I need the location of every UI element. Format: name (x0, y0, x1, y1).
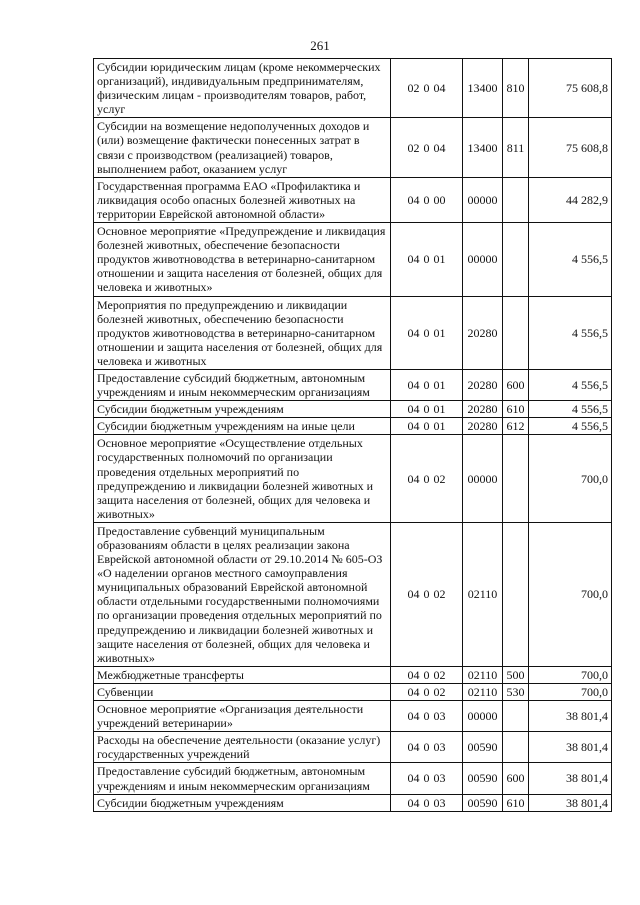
program-code-part: 02 (407, 140, 420, 155)
amount: 38 801,4 (529, 701, 612, 732)
program-code-part: 0 (423, 378, 430, 393)
row-name: Предоставление субсидий бюджетным, автономным учреждениям и иным некоммерческим организациям (94, 369, 391, 400)
program-code (391, 369, 463, 400)
program-code-part: 02 (433, 587, 446, 602)
target-code: 00000 (463, 701, 503, 732)
program-code-part: 0 (423, 709, 430, 724)
row-name: Основное мероприятие «Предупреждение и ликвидация болезней животных, обеспечение безопасности продуктов животноводства в ветеринарно-санитарном отношении и защита населения от болезней, общих для человека и животных» (94, 223, 391, 296)
program-code-part: 04 (407, 740, 420, 755)
program-code (391, 223, 463, 296)
target-code: 02110 (463, 666, 503, 683)
program-code-part: 04 (407, 325, 420, 340)
row-name: Субсидии на возмещение недополученных доходов и (или) возмещение фактически понесенных затрат в связи с производством (реализацией) товаров, выполнением работ, оказанием услуг (94, 118, 391, 177)
expense-type-code (503, 435, 529, 523)
program-code (391, 401, 463, 418)
program-code-part: 03 (433, 795, 446, 810)
expense-type-code: 811 (503, 118, 529, 177)
table-row (94, 59, 612, 118)
program-code-part: 02 (433, 684, 446, 699)
target-code: 00000 (463, 223, 503, 296)
table-row (94, 401, 612, 418)
table-row (94, 369, 612, 400)
target-code: 02110 (463, 522, 503, 666)
program-code-part: 04 (407, 378, 420, 393)
program-code-part: 0 (423, 471, 430, 486)
program-code-part: 00 (433, 192, 446, 207)
program-code-part: 0 (423, 771, 430, 786)
program-code-part: 0 (423, 795, 430, 810)
program-code-part: 04 (433, 140, 446, 155)
target-code: 20280 (463, 296, 503, 369)
amount: 4 556,5 (529, 418, 612, 435)
target-code: 02110 (463, 683, 503, 700)
target-code: 00000 (463, 435, 503, 523)
program-code-part: 01 (433, 378, 446, 393)
amount: 75 608,8 (529, 118, 612, 177)
target-code: 00590 (463, 763, 503, 794)
row-name: Мероприятия по предупреждению и ликвидации болезней животных, обеспечению безопасности продуктов животноводства в ветеринарно-санитарном отношении и защита населения от болезней, общих для человека и животных (94, 296, 391, 369)
expense-type-code: 612 (503, 418, 529, 435)
amount: 4 556,5 (529, 296, 612, 369)
table-row (94, 418, 612, 435)
program-code-part: 04 (407, 252, 420, 267)
program-code (391, 683, 463, 700)
program-code-part: 03 (433, 709, 446, 724)
row-name: Государственная программа ЕАО «Профилактика и ликвидация особо опасных болезней животных на территории Еврейской автономной области» (94, 177, 391, 222)
amount: 700,0 (529, 666, 612, 683)
row-name: Субсидии бюджетным учреждениям (94, 401, 391, 418)
program-code-part: 0 (423, 325, 430, 340)
expense-type-code: 610 (503, 794, 529, 811)
row-name: Субвенции (94, 683, 391, 700)
program-code (391, 418, 463, 435)
program-code-part: 04 (407, 795, 420, 810)
expense-type-code: 500 (503, 666, 529, 683)
expense-type-code: 610 (503, 401, 529, 418)
expense-type-code (503, 223, 529, 296)
program-code (391, 732, 463, 763)
amount: 44 282,9 (529, 177, 612, 222)
row-name: Межбюджетные трансферты (94, 666, 391, 683)
row-name: Предоставление субвенций муниципальным образованиям области в целях реализации закона Еврейской автономной области от 29.10.2014 № 605-ОЗ «О наделении органов местного самоуправления муниципальных образований Еврейской автономной области отдельными государственными полномочиями по организации проведения отдельных мероприятий по предупреждению и ликвидации болезней животных и защите населения от болезней, общих для человека и животных» (94, 522, 391, 666)
program-code (391, 435, 463, 523)
program-code-part: 04 (407, 402, 420, 417)
program-code (391, 59, 463, 118)
program-code-part: 0 (423, 402, 430, 417)
program-code-part: 0 (423, 740, 430, 755)
row-name: Субсидии бюджетным учреждениям на иные цели (94, 418, 391, 435)
table-row (94, 666, 612, 683)
program-code-part: 04 (407, 771, 420, 786)
expense-type-code: 810 (503, 59, 529, 118)
table-row (94, 701, 612, 732)
program-code-part: 0 (423, 684, 430, 699)
program-code-part: 04 (407, 471, 420, 486)
table-row (94, 763, 612, 794)
expense-type-code (503, 732, 529, 763)
amount: 38 801,4 (529, 732, 612, 763)
table-row (94, 435, 612, 523)
program-code-part: 02 (433, 667, 446, 682)
program-code (391, 118, 463, 177)
program-code-part: 04 (407, 709, 420, 724)
program-code-part: 02 (433, 471, 446, 486)
table-row (94, 296, 612, 369)
program-code-part: 0 (423, 192, 430, 207)
target-code: 20280 (463, 418, 503, 435)
program-code-part: 0 (423, 419, 430, 434)
expense-type-code: 600 (503, 763, 529, 794)
amount: 4 556,5 (529, 369, 612, 400)
target-code: 20280 (463, 369, 503, 400)
amount: 700,0 (529, 435, 612, 523)
program-code-part: 04 (407, 684, 420, 699)
target-code: 20280 (463, 401, 503, 418)
row-name: Субсидии юридическим лицам (кроме некоммерческих организаций), индивидуальным предпринимателям, физическим лицам - производителям товаров, работ, услуг (94, 59, 391, 118)
program-code-part: 01 (433, 325, 446, 340)
program-code-part: 04 (407, 587, 420, 602)
program-code (391, 522, 463, 666)
row-name: Расходы на обеспечение деятельности (оказание услуг) государственных учреждений (94, 732, 391, 763)
target-code: 00590 (463, 794, 503, 811)
expense-type-code (503, 522, 529, 666)
program-code (391, 296, 463, 369)
expense-type-code (503, 296, 529, 369)
amount: 38 801,4 (529, 794, 612, 811)
table-row (94, 794, 612, 811)
program-code-part: 04 (407, 667, 420, 682)
program-code (391, 701, 463, 732)
program-code (391, 177, 463, 222)
target-code: 13400 (463, 59, 503, 118)
page-number: 261 (310, 38, 330, 53)
target-code: 00000 (463, 177, 503, 222)
amount: 700,0 (529, 683, 612, 700)
expense-type-code: 600 (503, 369, 529, 400)
program-code-part: 0 (423, 252, 430, 267)
budget-table-body (94, 59, 612, 812)
row-name: Субсидии бюджетным учреждениям (94, 794, 391, 811)
expense-type-code: 530 (503, 683, 529, 700)
row-name: Предоставление субсидий бюджетным, автономным учреждениям и иным некоммерческим организациям (94, 763, 391, 794)
table-row (94, 177, 612, 222)
program-code-part: 0 (423, 667, 430, 682)
amount: 4 556,5 (529, 223, 612, 296)
program-code-part: 04 (407, 192, 420, 207)
expense-type-code (503, 177, 529, 222)
program-code-part: 0 (423, 140, 430, 155)
program-code-part: 03 (433, 740, 446, 755)
program-code (391, 794, 463, 811)
table-row (94, 118, 612, 177)
row-name: Основное мероприятие «Организация деятельности учреждений ветеринарии» (94, 701, 391, 732)
program-code-part: 01 (433, 402, 446, 417)
target-code: 00590 (463, 732, 503, 763)
table-row (94, 732, 612, 763)
program-code-part: 02 (407, 81, 420, 96)
row-name: Основное мероприятие «Осуществление отдельных государственных полномочий по организации проведения отдельных мероприятий по предупреждению и ликвидации болезней животных и защита населения от болезней, общих для человека и животных» (94, 435, 391, 523)
expense-type-code (503, 701, 529, 732)
amount: 38 801,4 (529, 763, 612, 794)
program-code-part: 0 (423, 587, 430, 602)
program-code-part: 04 (433, 81, 446, 96)
amount: 700,0 (529, 522, 612, 666)
program-code (391, 763, 463, 794)
target-code: 13400 (463, 118, 503, 177)
program-code (391, 666, 463, 683)
table-row (94, 683, 612, 700)
program-code-part: 04 (407, 419, 420, 434)
program-code-part: 03 (433, 771, 446, 786)
program-code-part: 01 (433, 419, 446, 434)
amount: 4 556,5 (529, 401, 612, 418)
budget-table (93, 58, 612, 812)
program-code-part: 0 (423, 81, 430, 96)
table-row (94, 223, 612, 296)
program-code-part: 01 (433, 252, 446, 267)
amount: 75 608,8 (529, 59, 612, 118)
table-row (94, 522, 612, 666)
